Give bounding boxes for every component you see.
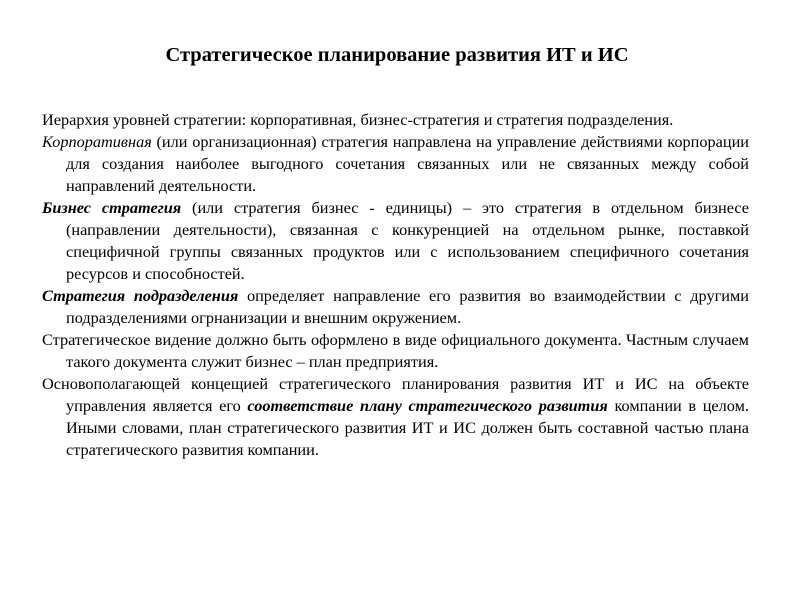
paragraph-text: Иерархия уровней стратегии: корпоративная, бизнес-стратегия и стратегия подразделения. bbox=[42, 110, 674, 129]
term-division-strategy: Стратегия подразделения bbox=[42, 286, 239, 305]
term-corporate: Корпоративная bbox=[42, 132, 152, 151]
paragraph-division-strategy bbox=[42, 285, 749, 329]
paragraph-hierarchy bbox=[42, 109, 749, 131]
paragraph-text: Основополагающей концещией стратегического планирования развития ИТ и ИС на объекте управления является его bbox=[42, 374, 749, 415]
term-plan-correspondence: соответствие плану стратегического развития bbox=[247, 396, 608, 415]
paragraph-text: Стратегическое видение должно быть оформлено в виде официального документа. Частным случаем такого документа служит бизнес – план предприятия. bbox=[42, 330, 749, 371]
paragraph-text: (или стратегия бизнес - единицы) – это стратегия в отдельном бизнесе (направлении деятельности), связанная с конкуренцией на отдельном рынке, поставкой специфичной группы связанных продуктов или с использованием специфичного сочетания ресурсов и способностей. bbox=[66, 198, 749, 283]
paragraph-corporate-strategy bbox=[42, 131, 749, 197]
paragraph-text: определяет направление его развития во взаимодействии с другими подразделениями огрнанизации и внешним окружением. bbox=[66, 286, 749, 327]
paragraph-text: (или организационная) стратегия направлена на управление действиями корпорации для создания наиболее выгодного сочетания связанных или не связанных между собой направлений деятельности. bbox=[66, 132, 749, 195]
term-business-strategy: Бизнес стратегия bbox=[42, 198, 182, 217]
slide-body bbox=[42, 109, 749, 461]
paragraph-business-strategy bbox=[42, 197, 749, 285]
slide-title: Стратегическое планирование развития ИТ и ИС bbox=[165, 44, 629, 66]
paragraph-strategic-vision bbox=[42, 329, 749, 373]
paragraph-core-concept bbox=[42, 373, 749, 461]
paragraph-text: компании в целом. Иными словами, план стратегического развития ИТ и ИС должен быть составной частью плана стратегического развития компании. bbox=[66, 396, 749, 459]
